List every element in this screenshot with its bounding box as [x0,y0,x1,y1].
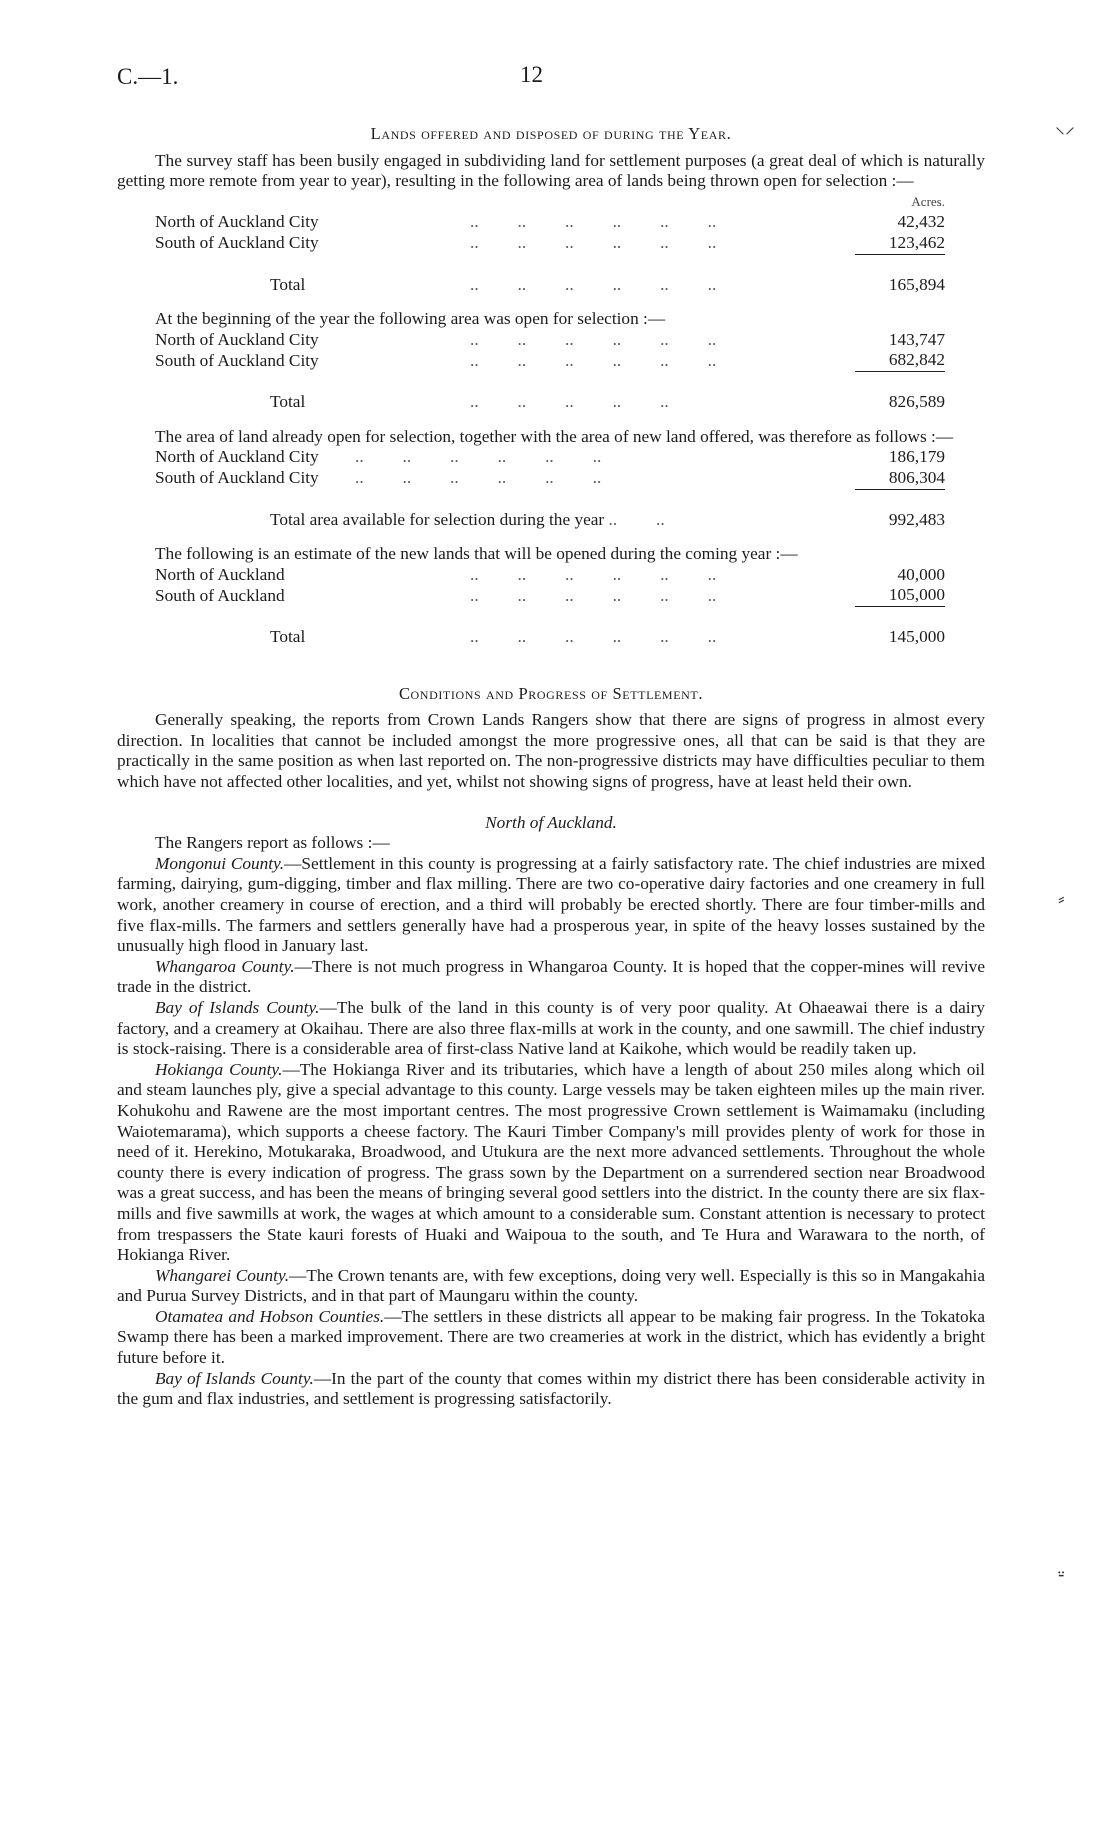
total-value: 826,589 [888,392,945,412]
section-heading-lands-offered: Lands offered and disposed of during the Year. [370,124,732,143]
paragraph-beginning-of-year: At the beginning of the year the following area was open for selection :— [155,309,666,329]
row-value: 42,432 [897,212,945,232]
row-label: North of Auckland [155,564,285,584]
table-row: South of Auckland City .. .. .. .. .. .. 806,304 [155,467,945,488]
county-name: Mongonui County. [155,853,285,873]
county-name: Bay of Islands County. [155,997,320,1017]
table-row: South of Auckland City .. .. .. .. .. .. 123,462 [155,232,945,253]
row-label: South of Auckland [155,585,285,605]
paragraph-area-available: The area of land already open for selection, together with the area of new land offered, was therefore as follows :— [155,426,954,446]
paragraph-county [117,1266,985,1307]
row-value: 682,842 [888,350,945,370]
report-code: C.—1. [117,64,179,89]
county-name: Whangaroa County. [155,956,295,976]
table-total-row: Total .. .. .. .. .. .. 145,000 [155,627,945,648]
scan-speck-mark: ⸜⸝ [1055,116,1075,138]
scan-speck-mark: ⸚ [1058,1564,1065,1586]
county-text: —Settlement in this county is progressing at a fairly satisfactory rate. The chief industries are mixed farming, dairying, gum-digging, timber and flax milling. There are two co-operative dairy factories and one creamery in full work, another creamery in course of erection, and a third will probably be erected shortly. There are four timber-mills and five flax-mills. The farmers and settlers generally have had a prosperous year, in spite of the heavy losses sustained by the unusually high flood in January last. [117,853,985,956]
acres-table-estimate [155,565,945,648]
total-value: 165,894 [888,274,945,294]
paragraph-county [117,1060,985,1266]
county-text: —The settlers in these districts all appear to be making fair progress. In the Tokatoka Swamp there has been a marked improvement. There are two creameries at work in the district, which has evidently a bright future before it. [117,1306,985,1368]
table-row: North of Auckland City .. .. .. .. .. .. 143,747 [155,329,945,349]
row-label: South of Auckland City [155,468,319,488]
paragraph-county [117,957,985,998]
scan-speck-mark: ⸗ [1058,888,1065,910]
section-heading-conditions: Conditions and Progress of Settlement. [398,683,704,703]
county-text: —The Hokianga River and its tributaries, which have a length of about 250 miles along which oil and steam launches ply, give a special advantage to this county. Large vessels may be taken eighteen miles up the main river. Kohukohu and Rawene are the most important centres. The most progressive Crown settlement is Waimamaku (including Waiotemarama), which supports a cheese factory. The Kauri Timber Company's mill provides plenty of work for those in need of it. Herekino, Motukaraka, Broadwood, and Utukura are the next more advanced settlements. Throughout the whole county there is every indication of progress. The grass sown by the Department on a surrendered section near Broadwood was a great success, and has been the means of bringing several good settlers into the district. In the county there are six flax-mills and five sawmills at work, the wages at which amount to a considerable sum. Constant attention is necessary to protect from trespassers the State kauri forests of Huaki and Waipoua to the south, and Te Hura and Warawara to the north, of Hokianga River. [117,1059,985,1265]
paragraph-rangers-intro: The Rangers report as follows :— [155,833,390,853]
row-label: South of Auckland City [155,350,319,370]
document-body [117,124,985,1410]
table-row: South of Auckland City .. .. .. .. .. .. 682,842 [155,350,945,370]
table-row: North of Auckland City .. .. .. .. .. .. 186,179 [155,447,945,467]
paragraph-county [117,1369,985,1410]
paragraph-county [117,854,985,957]
table-row: North of Auckland City .. .. .. .. .. .. 42,432 [155,212,945,232]
total-label: Total area available for selection during the year .. .. [270,509,665,529]
paragraph-estimate-new-lands: The following is an estimate of the new lands that will be opened during the coming year :— [155,544,798,564]
row-value: 186,179 [888,447,945,467]
county-text: —The Crown tenants are, with few exceptions, doing very well. Especially is this so in Mangakahia and Purua Survey Districts, and in that part of Maungaru within the county. [117,1265,986,1306]
total-label: Total [270,392,306,412]
row-label: North of Auckland City [155,447,319,467]
county-name: Bay of Islands County. [155,1368,314,1388]
total-label: Total [270,627,306,647]
paragraph-county [117,1307,985,1369]
county-text: —The bulk of the land in this county is of very poor quality. At Ohaeawai there is a dairy factory, and a creamery at Okaihau. There are also three flax-mills at work in the county, and one sawmill. The chief industry is stock-raising. There is a considerable area of first-class Native land at Kaikohe, which would be readily taken up. [117,997,986,1059]
paragraph-county [117,998,985,1060]
total-value: 992,483 [888,509,945,529]
county-name: Whangarei County. [155,1265,290,1285]
row-value: 143,747 [888,329,945,349]
row-value: 806,304 [888,467,945,487]
table-total-row: Total .. .. .. .. .. .. 165,894 [155,275,945,296]
paragraph-survey-staff: The survey staff has been busily engaged in subdividing land for settlement purposes (a great deal of which is naturally getting more remote from year to year), resulting in the following area of lands being thrown open for selection :— [117,150,985,191]
unit-label: Acres. [911,193,945,209]
row-value: 40,000 [897,564,945,584]
county-text: —There is not much progress in Whangaroa County. It is hoped that the copper-mines will revive trade in the district. [117,956,985,997]
county-name: Otamatea and Hobson Counties. [155,1306,385,1326]
table-row: South of Auckland .. .. .. .. .. .. 105,000 [155,585,945,605]
acres-table-total-available [155,447,945,530]
total-label: Total [270,274,306,294]
row-label: South of Auckland City [155,233,319,253]
row-value: 105,000 [888,585,945,605]
table-total-row: Total .. .. .. .. .. 826,589 [155,392,945,413]
acres-table-open [155,330,945,413]
paragraph-generally-speaking: Generally speaking, the reports from Crown Lands Rangers show that there are signs of progress in almost every direction. In localities that cannot be included amongst the more progressive ones, all that can be said is that they are practically in the same position as when last reported on. The non-progressive districts may have difficulties peculiar to them which have not affected other localities, and yet, whilst not showing signs of progress, have at least held their own. [117,710,985,792]
county-name: Hokianga County. [155,1059,283,1079]
table-row: North of Auckland .. .. .. .. .. .. 40,000 [155,564,945,584]
acres-table-offered [155,192,945,295]
row-label: North of Auckland City [155,212,319,232]
page-number: 12 [520,62,543,87]
total-label-text: Total area available for selection during the year [270,509,605,529]
county-text: —In the part of the county that comes within my district there has been considerable activity in the gum and flax industries, and settlement is progressing satisfactorily. [117,1368,986,1409]
row-label: North of Auckland City [155,329,319,349]
total-value: 145,000 [888,627,945,647]
subheading-north-of-auckland: North of Auckland. [485,812,617,832]
table-total-row [155,510,945,531]
row-value: 123,462 [888,232,945,252]
